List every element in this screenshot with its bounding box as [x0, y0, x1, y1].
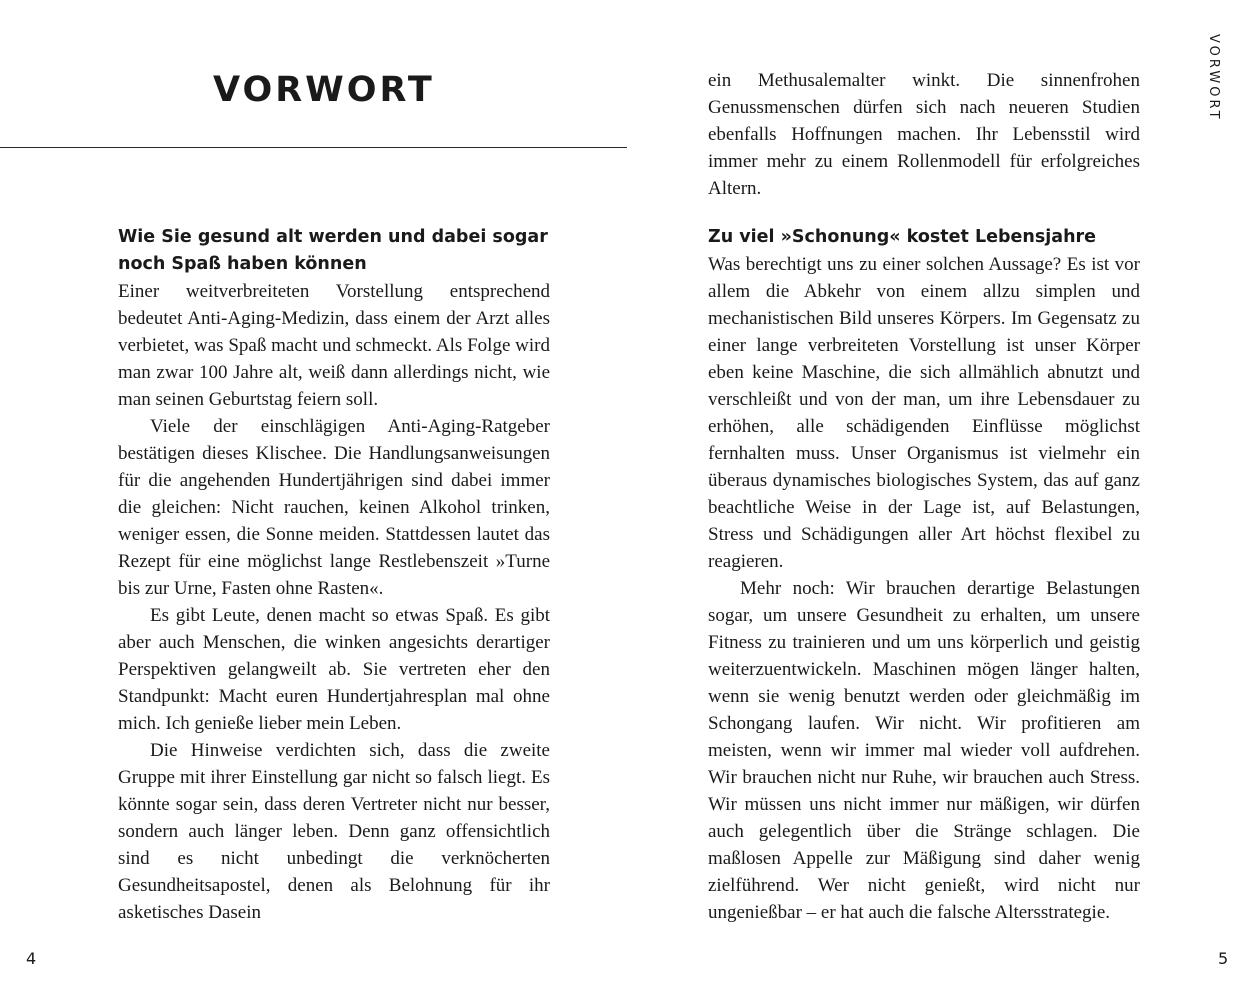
page-number-left: 4 [26, 949, 37, 968]
section-heading-right: Zu viel »Schonung« kostet Lebensjahre [708, 227, 1097, 247]
page-number-right: 5 [1218, 949, 1229, 968]
paragraph: Es gibt Leute, denen macht so etwas Spaß. Es gibt aber auch Menschen, die winken angesichts derartiger Perspektiven gelangweilt ab. Sie vertreten eher den Standpunkt: Macht euren Hundertjahresplan mal ohne mich. Ich genieße lieber mein Leben. [118, 605, 550, 734]
paragraph: Einer weitverbreiteten Vorstellung entsprechend bedeutet Anti-Aging-Medizin, dass einem der Arzt alles verbietet, was Spaß macht und schmeckt. Als Folge wird man zwar 100 Jahre alt, weiß dann allerdings nicht, wie man seinen Geburtstag feiern soll. [118, 281, 550, 410]
chapter-title: VORWORT [213, 70, 435, 110]
paragraph: Was berechtigt uns zu einer solchen Aussage? Es ist vor allem die Abkehr von einem allzu simplen und mechanistischen Bild unseres Körpers. Im Gegensatz zu einer lange verbreiteten Vorstellung ist unser Körper eben keine Maschine, die sich allmählich abnutzt und verschleißt und von der man, um ihre Lebensdauer zu erhöhen, alle schädigenden Einflüsse möglichst fernhalten muss. Unser Organismus ist vielmehr ein überaus dynamisches biologisches System, das auf ganz beachtliche Weise in der Lage ist, auf Belastungen, Stress und Schädigungen aller Art höchst flexibel zu reagieren. [708, 254, 1140, 572]
continued-paragraph: ein Methusalemalter winkt. Die sinnenfrohen Genussmenschen dürfen sich nach neueren Studien ebenfalls Hoffnungen machen. Ihr Lebensstil wird immer mehr zu einem Rollenmodell für erfolgreiches Altern. [708, 70, 1140, 199]
left-text-column [118, 224, 550, 926]
paragraph: Mehr noch: Wir brauchen derartige Belastungen sogar, um unsere Gesundheit zu erhalten, um unsere Fitness zu trainieren und um uns körperlich und geistig weiterzuentwickeln. Maschinen mögen länger halten, wenn sie wenig benutzt werden oder gleichmäßig im Schongang laufen. Wir nicht. Wir profitieren am meisten, wenn wir immer mal wieder voll aufdrehen. Wir brauchen nicht nur Ruhe, wir brauchen auch Stress. Wir müssen uns nicht immer nur mäßigen, wir dürfen auch gelegentlich über die Stränge schlagen. Die maßlosen Appelle zur Mäßigung sind daher wenig zielführend. Wer nicht genießt, wird nicht nur ungenießbar – er hat auch die falsche Altersstrategie. [708, 578, 1140, 923]
title-rule [0, 147, 627, 148]
right-text-column [708, 224, 1140, 926]
section-heading-left: Wie Sie gesund alt werden und dabei sogar noch Spaß haben können [118, 227, 548, 274]
continued-text-block [708, 67, 1140, 202]
paragraph: Die Hinweise verdichten sich, dass die zweite Gruppe mit ihrer Einstellung gar nicht so falsch liegt. Es könnte sogar sein, dass deren Vertreter nicht nur besser, sondern auch länger leben. Denn ganz offensichtlich sind es nicht unbedingt die verknöcherten Gesundheitsapostel, denen als Belohnung für ihr asketisches Dasein [118, 740, 550, 923]
running-head-label: VORWORT [1206, 34, 1221, 122]
running-head [1206, 34, 1232, 122]
paragraph: Viele der einschlägigen Anti-Aging-Ratgeber bestätigen dieses Klischee. Die Handlungsanweisungen für die angehenden Hundertjährigen sind dabei immer die gleichen: Nicht rauchen, keinen Alkohol trinken, weniger essen, die Sonne meiden. Stattdessen lautet das Rezept für eine möglichst lange Restlebenszeit »Turne bis zur Urne, Fasten ohne Rasten«. [118, 416, 550, 599]
